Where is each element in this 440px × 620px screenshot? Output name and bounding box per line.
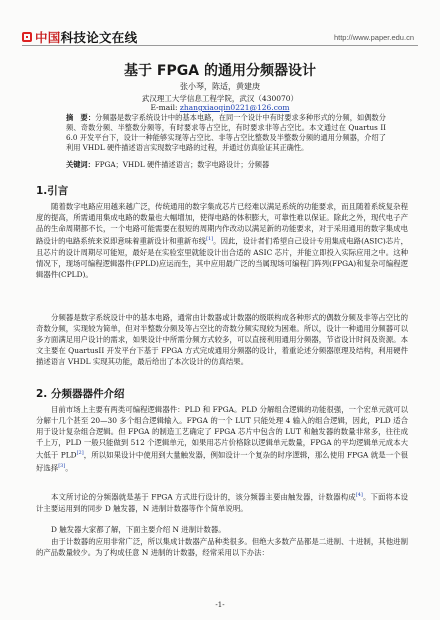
site-logo[interactable] (22, 28, 137, 46)
citation-1[interactable]: [1] (206, 236, 214, 243)
header-divider (22, 45, 418, 46)
email-label: E-mail: (150, 103, 180, 112)
devices-paragraph-3: D 触发器大家都了解，下面主要介绍 N 进制计数器。 (51, 525, 226, 534)
intro-paragraph-1 (36, 201, 408, 280)
abstract-label: 摘 要： (66, 113, 96, 122)
devices-p2-cont: 。下面将本设计主要运用到的同步 D 触发器，N 进制计数器等作个简单说明。 (36, 492, 408, 513)
intro-paragraph-2: 分频器是数字系统设计中的基本电路，通常由计数器或计数器的级联构成各种形式的偶数分频及非等占空比的奇数分频，实现较为简单，但对半整数分频及等占空比的奇数分频实现较为困难。所以，设计一种通用分频器可以多方面满足用户设计的需求，如果设计中所需分频方式较多，可以直接利用通用分频器，节省设计时间及资源。本文主要在 QuartusII 开发平台下基于 FPGA 方式完成通用分频器的设计，着重论述分频器原理及结构，利用硬件描述语言 VHDL 实现其功能，最后给出了本次设计的仿真结果。 (36, 313, 408, 367)
devices-p1-cont: ，所以如果设计中使用到大量触发器，例如设计一个复杂的时序逻辑，那么使用 FPGA 就是一个很好选择 (36, 450, 409, 473)
citation-3[interactable]: [3] (58, 462, 66, 469)
devices-p1-text: 目前市场上主要有两类可编程逻辑器件：PLD 和 FPGA。PLD 分解组合逻辑的功能很强，一个宏单元就可以分解十几个甚至 20—30 多个组合逻辑输入。FPGA 的一个 LUT 只能处理 4 输入的组合逻辑，因此，PLD 适合用于设计复杂组合逻辑。但 FPGA 的制造工艺确定了 FPGA 芯片中包含的 LUT 和触发器的数量非常多，往往成千上万，PLD 一般只能做到 512 个逻辑单元，如果用芯片价格除以逻辑单元数量，FPGA 的平均逻辑单元成本大大低于 PLD (36, 405, 408, 460)
paper-title: 基于 FPGA 的通用分频器设计 (124, 63, 316, 79)
devices-paragraph-4: 由于计数器的应用非常广泛，所以集成计数器产品种类很多。但绝大多数产品都是二进制、十进制，其他进制的产品数量较少。为了构成任意 N 进制的计数器，经常采用以下办法： (36, 537, 408, 558)
citation-4[interactable]: [4] (355, 492, 363, 498)
logo-text-red: 中国 (35, 30, 61, 45)
paper-authors: 张小琴，陈适，黄建庚 (180, 82, 260, 91)
keywords (66, 160, 386, 170)
section-heading-intro: 1.引言 (36, 185, 69, 197)
devices-paragraph-2 (36, 490, 408, 514)
citation-2[interactable]: [2] (76, 450, 84, 457)
section-heading-devices: 2. 分频器器件介绍 (36, 388, 125, 400)
email-link[interactable]: zhangxiaoqin0221@126.com (179, 103, 290, 112)
devices-paragraph-1 (36, 404, 408, 474)
page-number: -1- (215, 601, 225, 609)
devices-p2-text: 本文所讨论的分频器就是基于 FPGA 方式进行设计的，该分频器主要由触发器，计数器构成 (51, 492, 356, 502)
intro-p1-cont: 。因此，设计者们希望自己设计专用集成电路(ASIC)芯片，且芯片的设计周期尽可能短，最好是在实验室里就能设计出合适的 ASIC 芯片，并能立即投入实际应用之中。这种情况下，现场可编程逻辑器件(FPLD)应运而生，其中应用最广泛的当属现场可编程门阵列(FPGA)和复杂可编程逻辑器件(CPLD)。 (36, 236, 408, 280)
abstract (66, 113, 386, 153)
keywords-label: 关键词： (66, 160, 95, 169)
devices-p1-end: 。 (65, 463, 73, 473)
keywords-text: FPGA；VHDL 硬件描述语言；数字电路设计；分频器 (94, 160, 270, 169)
paper-affiliation: 武汉理工大学信息工程学院，武汉（430070） (141, 94, 299, 103)
site-header (0, 0, 440, 50)
intro-p1-text: 随着数字电路应用越来越广泛，传统通用的数字集成芯片已经难以满足系统的功能要求，而且随着系统复杂程度的提高，所需通用集成电路的数量也大幅增加，使得电路的体积膨大，可靠性难以保证。除此之外，现代电子产品的生命周期都不长，一个电路可能需要在很短的周期内作改动以满足新的功能要求，对于采用通用的数字集成电路设计的电路系统来说即意味着重新设计和重新布线 (36, 202, 408, 246)
site-url[interactable]: http://www.paper.edu.cn (333, 33, 414, 42)
paper-email-line (0, 103, 440, 112)
logo-text-black: 科技论文在线 (60, 30, 138, 45)
logo-icon (22, 32, 32, 42)
abstract-text: 分频器是数字系统设计中的基本电路，在同一个设计中有时要求多种形式的分频，如偶数分频、奇数分频、半整数分频等，有时要求等占空比，有时要求非等占空比。本文通过在 Quartus II 6.0 开发平台下，设计一种能够实现等占空比、非等占空比整数及半整数分频的通用分频器，介绍了利用 VHDL 硬件描述语言实现数字电路的过程，并通过仿真验证其正确性。 (66, 113, 386, 152)
